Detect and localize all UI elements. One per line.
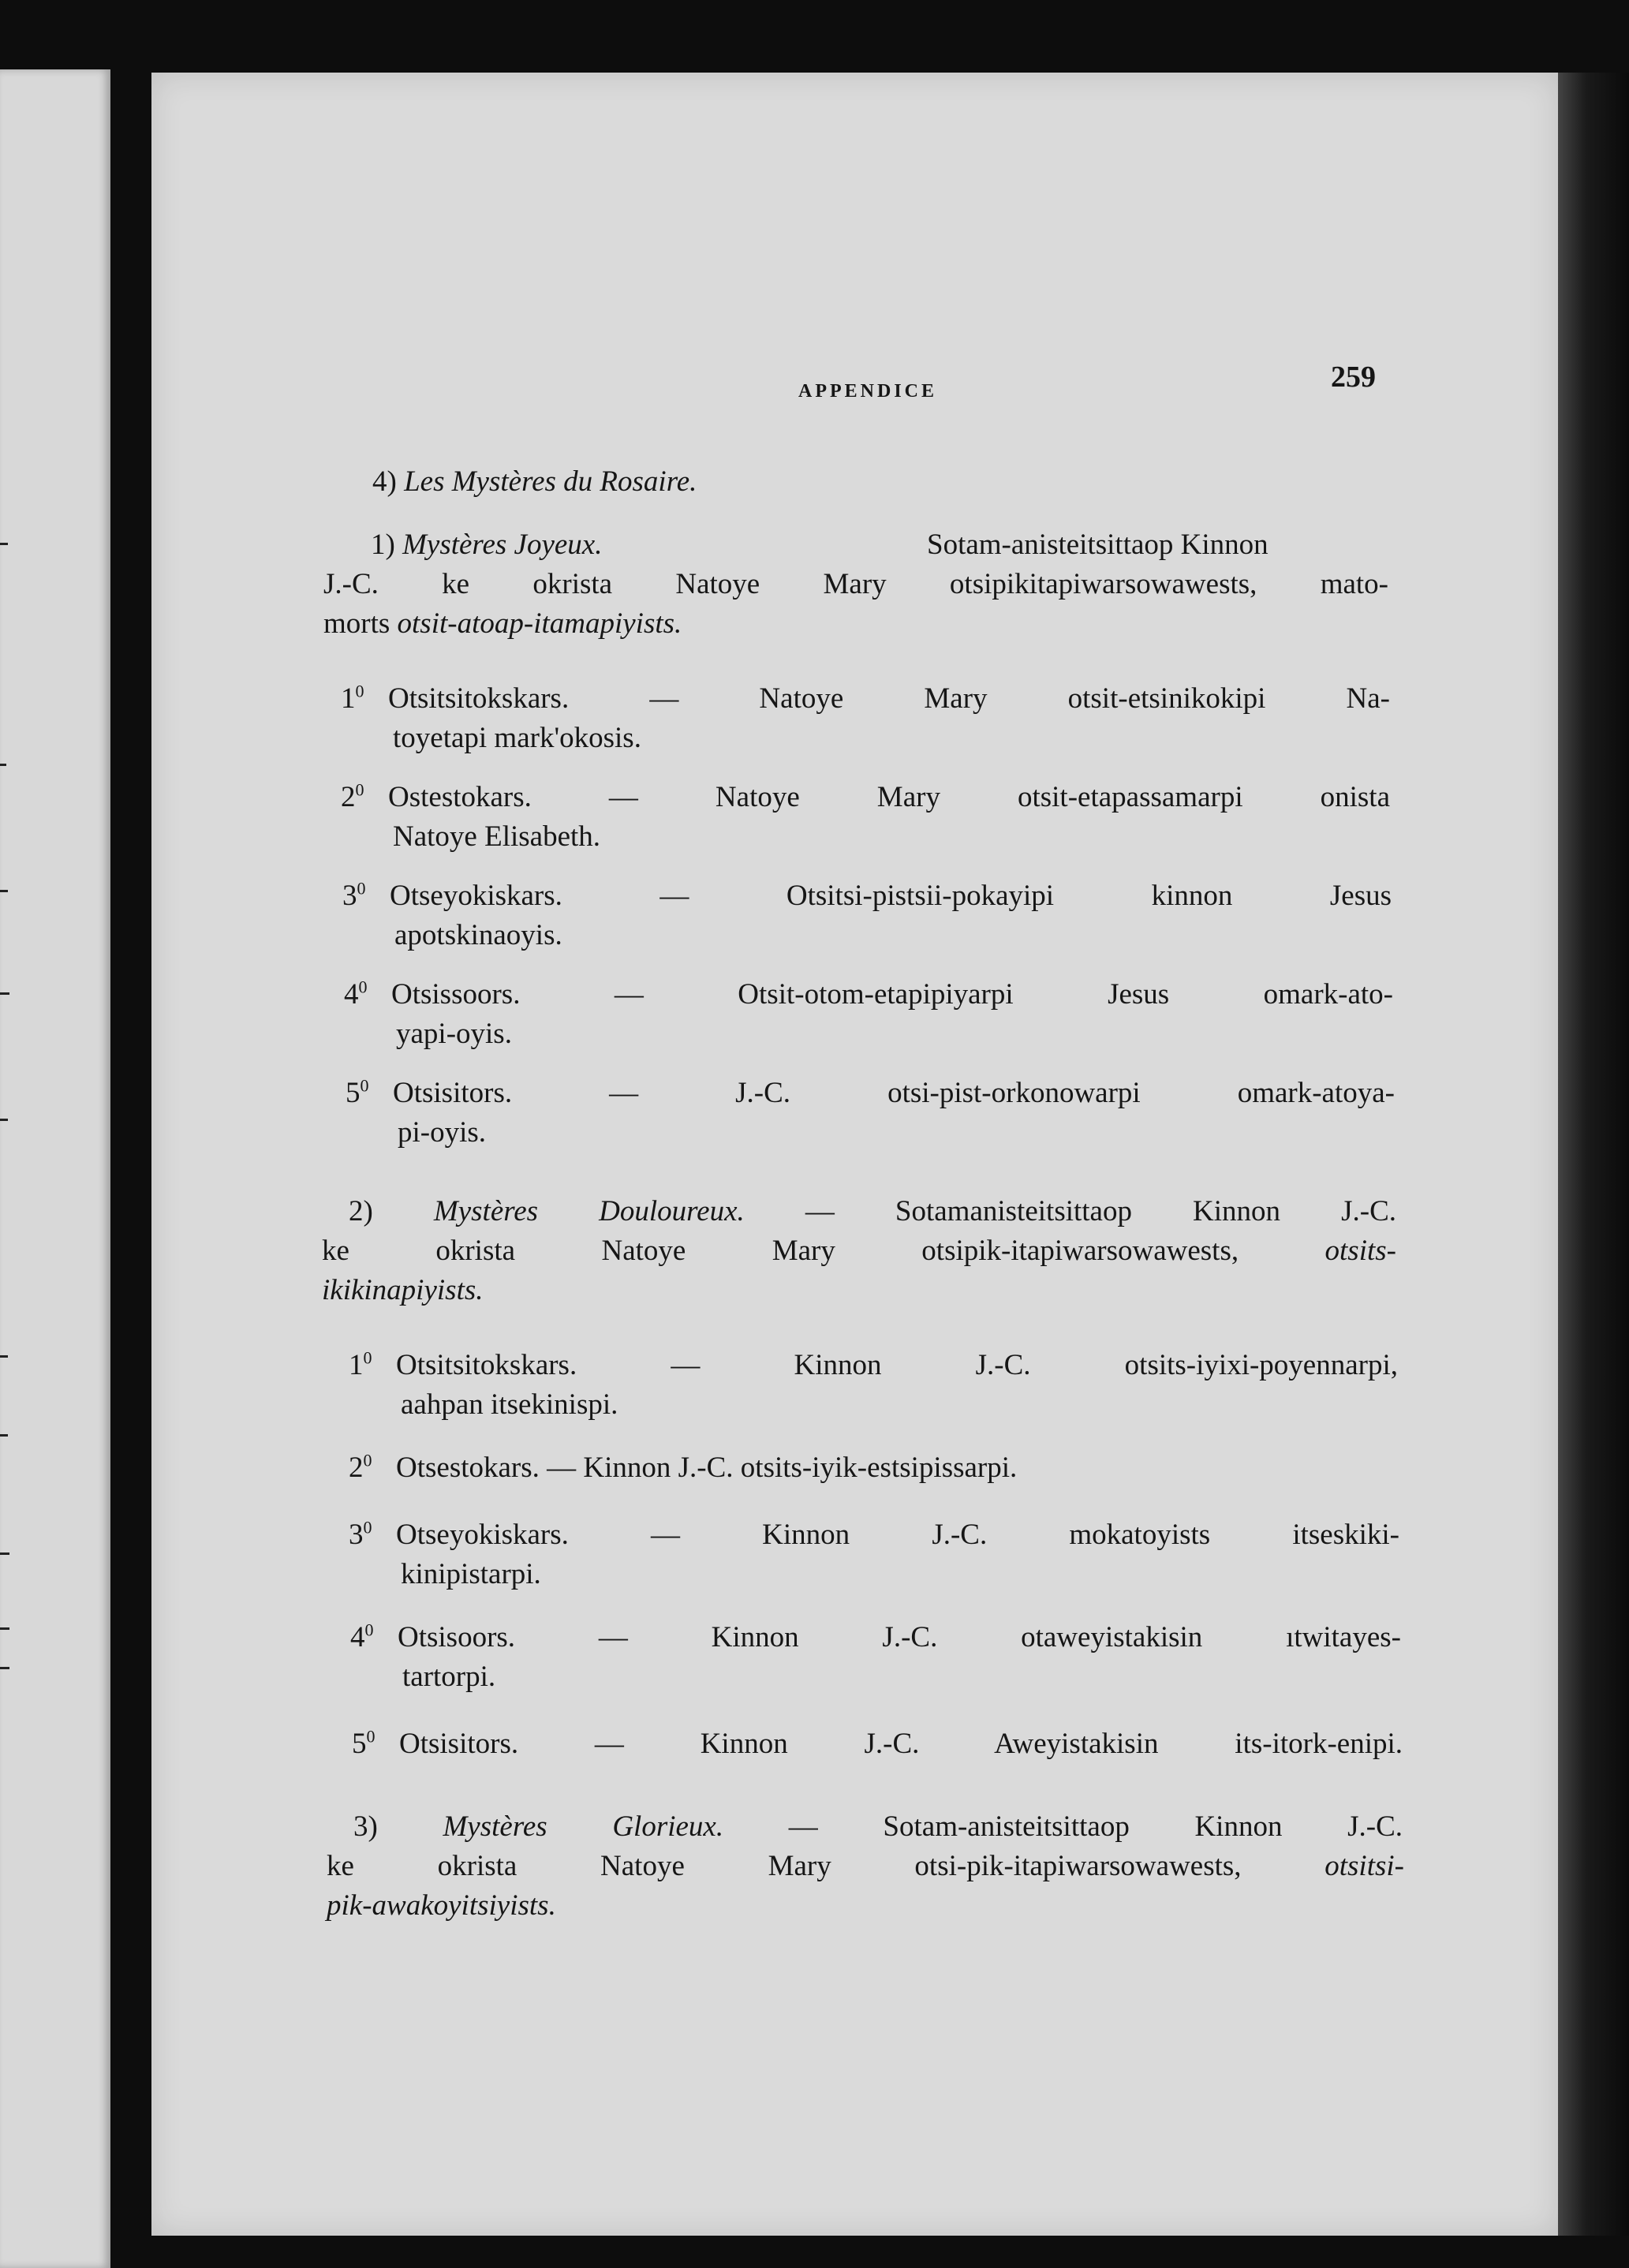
- group-3-intro-line-2: [327, 1848, 1404, 1885]
- group-1-intro-line-2: J.-C. ke okrista Natoye Mary otsipikitapiwarsowawests, mato-: [323, 568, 1388, 600]
- list-item: [341, 779, 1390, 816]
- list-item: [352, 1725, 1403, 1763]
- margin-mark: [0, 1355, 8, 1358]
- running-header: APPENDICE: [798, 381, 938, 402]
- margin-mark: [0, 1434, 8, 1437]
- margin-mark: [0, 890, 8, 892]
- item-text: Otseyokiskars. — Kinnon J.-C. mokatoyists itseskiki-: [396, 1519, 1399, 1551]
- group-intro-text: Sotam-anisteitsittaop Kinnon: [927, 529, 1268, 561]
- page-text: [151, 73, 1558, 2236]
- book-page: [151, 73, 1558, 2236]
- intro-italic: otsits-: [1324, 1235, 1396, 1267]
- group-1-intro-line-3: [323, 605, 682, 643]
- list-item: [344, 976, 1393, 1014]
- intro-plain: ke okrista Natoye Mary otsipik-itapiwarsowawests,: [322, 1235, 1239, 1267]
- list-item-continuation: Natoye Elisabeth.: [393, 820, 601, 853]
- section-heading: [372, 463, 697, 501]
- group-3-intro-line-1: [353, 1808, 1403, 1846]
- section-title: Les Mystères du Rosaire.: [404, 465, 697, 498]
- list-item-continuation: toyetapi mark'okosis.: [393, 722, 641, 754]
- margin-mark: [0, 543, 8, 545]
- item-number: $5^0$: [346, 1075, 369, 1109]
- book-gutter-shadow: [1558, 73, 1629, 2236]
- item-number: $2^0$: [349, 1450, 372, 1484]
- margin-mark: [0, 1667, 9, 1669]
- section-number: 4): [372, 465, 397, 498]
- intro-plain: ke okrista Natoye Mary otsi-pik-itapiwarsowawests,: [327, 1850, 1242, 1882]
- item-text: Otsisitors. — J.-C. otsi-pist-orkonowarpi omark-atoya-: [393, 1077, 1395, 1109]
- group-number: 3): [353, 1810, 378, 1843]
- item-number: $4^0$: [350, 1620, 374, 1653]
- list-item: [349, 1347, 1398, 1384]
- group-number: 2): [349, 1195, 373, 1227]
- list-item-continuation: pi-oyis.: [398, 1116, 487, 1149]
- intro-italic: otsit-atoap-itamapiyists.: [397, 607, 682, 640]
- facing-page-edge: [0, 69, 110, 2268]
- margin-mark: [0, 1552, 9, 1555]
- item-number: $1^0$: [349, 1347, 372, 1381]
- item-number: $3^0$: [342, 878, 366, 912]
- group-intro-text: — Sotamanisteitsittaop Kinnon J.-C.: [805, 1195, 1396, 1227]
- group-title: Mystères Joyeux.: [402, 529, 603, 561]
- list-item: [341, 680, 1390, 718]
- item-number: $3^0$: [349, 1517, 372, 1551]
- intro-plain: morts: [323, 607, 390, 640]
- item-text: Otsissoors. — Otsit-otom-etapipiyarpi Jesus omark-ato-: [391, 978, 1393, 1011]
- margin-mark: [0, 1119, 8, 1121]
- item-text: Otseyokiskars. — Otsitsi-pistsii-pokayipi kinnon Jesus: [390, 880, 1392, 912]
- margin-mark: [0, 764, 6, 766]
- list-item: [346, 1074, 1395, 1112]
- list-item: [342, 877, 1392, 915]
- group-2-intro-line-3: ikikinapiyists.: [322, 1274, 484, 1306]
- list-item-continuation: kinipistarpi.: [401, 1558, 541, 1590]
- list-item-continuation: apotskinaoyis.: [394, 919, 562, 951]
- list-item: [350, 1619, 1401, 1657]
- item-text: Otsestokars. — Kinnon J.-C. otsits-iyik-estsipissarpi.: [396, 1452, 1018, 1484]
- item-text: Otsitsitokskars. — Natoye Mary otsit-etsinikokipi Na-: [388, 682, 1390, 715]
- item-text: Ostestokars. — Natoye Mary otsit-etapassamarpi onista: [388, 781, 1390, 813]
- list-item: [349, 1516, 1399, 1554]
- item-number: $1^0$: [341, 681, 364, 715]
- page-number: 259: [1331, 361, 1376, 394]
- group-2-intro-line-2: [322, 1232, 1396, 1270]
- item-number: $5^0$: [352, 1726, 375, 1760]
- group-3-intro-line-3: pik-awakoyitsiyists.: [327, 1889, 556, 1922]
- margin-mark: [0, 1627, 9, 1630]
- list-item-continuation: aahpan itsekinispi.: [401, 1388, 618, 1421]
- item-text: Otsitsitokskars. — Kinnon J.-C. otsits-iyixi-poyennarpi,: [396, 1349, 1398, 1381]
- margin-mark: [0, 992, 9, 995]
- group-2-intro-line-1: [349, 1193, 1396, 1231]
- group-title: Mystères Glorieux.: [443, 1810, 724, 1843]
- list-item-continuation: yapi-oyis.: [396, 1018, 512, 1050]
- group-title: Mystères Douloureux.: [433, 1195, 745, 1227]
- group-intro-text: — Sotam-anisteitsittaop Kinnon J.-C.: [788, 1810, 1403, 1843]
- group-1-intro-line-1: [371, 526, 1388, 564]
- item-number: $4^0$: [344, 977, 368, 1011]
- intro-italic: otsitsi-: [1324, 1850, 1404, 1882]
- list-item: [349, 1449, 1017, 1487]
- group-number: 1): [371, 529, 395, 561]
- item-text: Otsisitors. — Kinnon J.-C. Aweyistakisin its-itork-enipi.: [399, 1728, 1403, 1760]
- item-number: $2^0$: [341, 779, 364, 813]
- item-text: Otsisoors. — Kinnon J.-C. otaweyistakisin ıtwitayes-: [398, 1621, 1401, 1653]
- list-item-continuation: tartorpi.: [402, 1661, 496, 1693]
